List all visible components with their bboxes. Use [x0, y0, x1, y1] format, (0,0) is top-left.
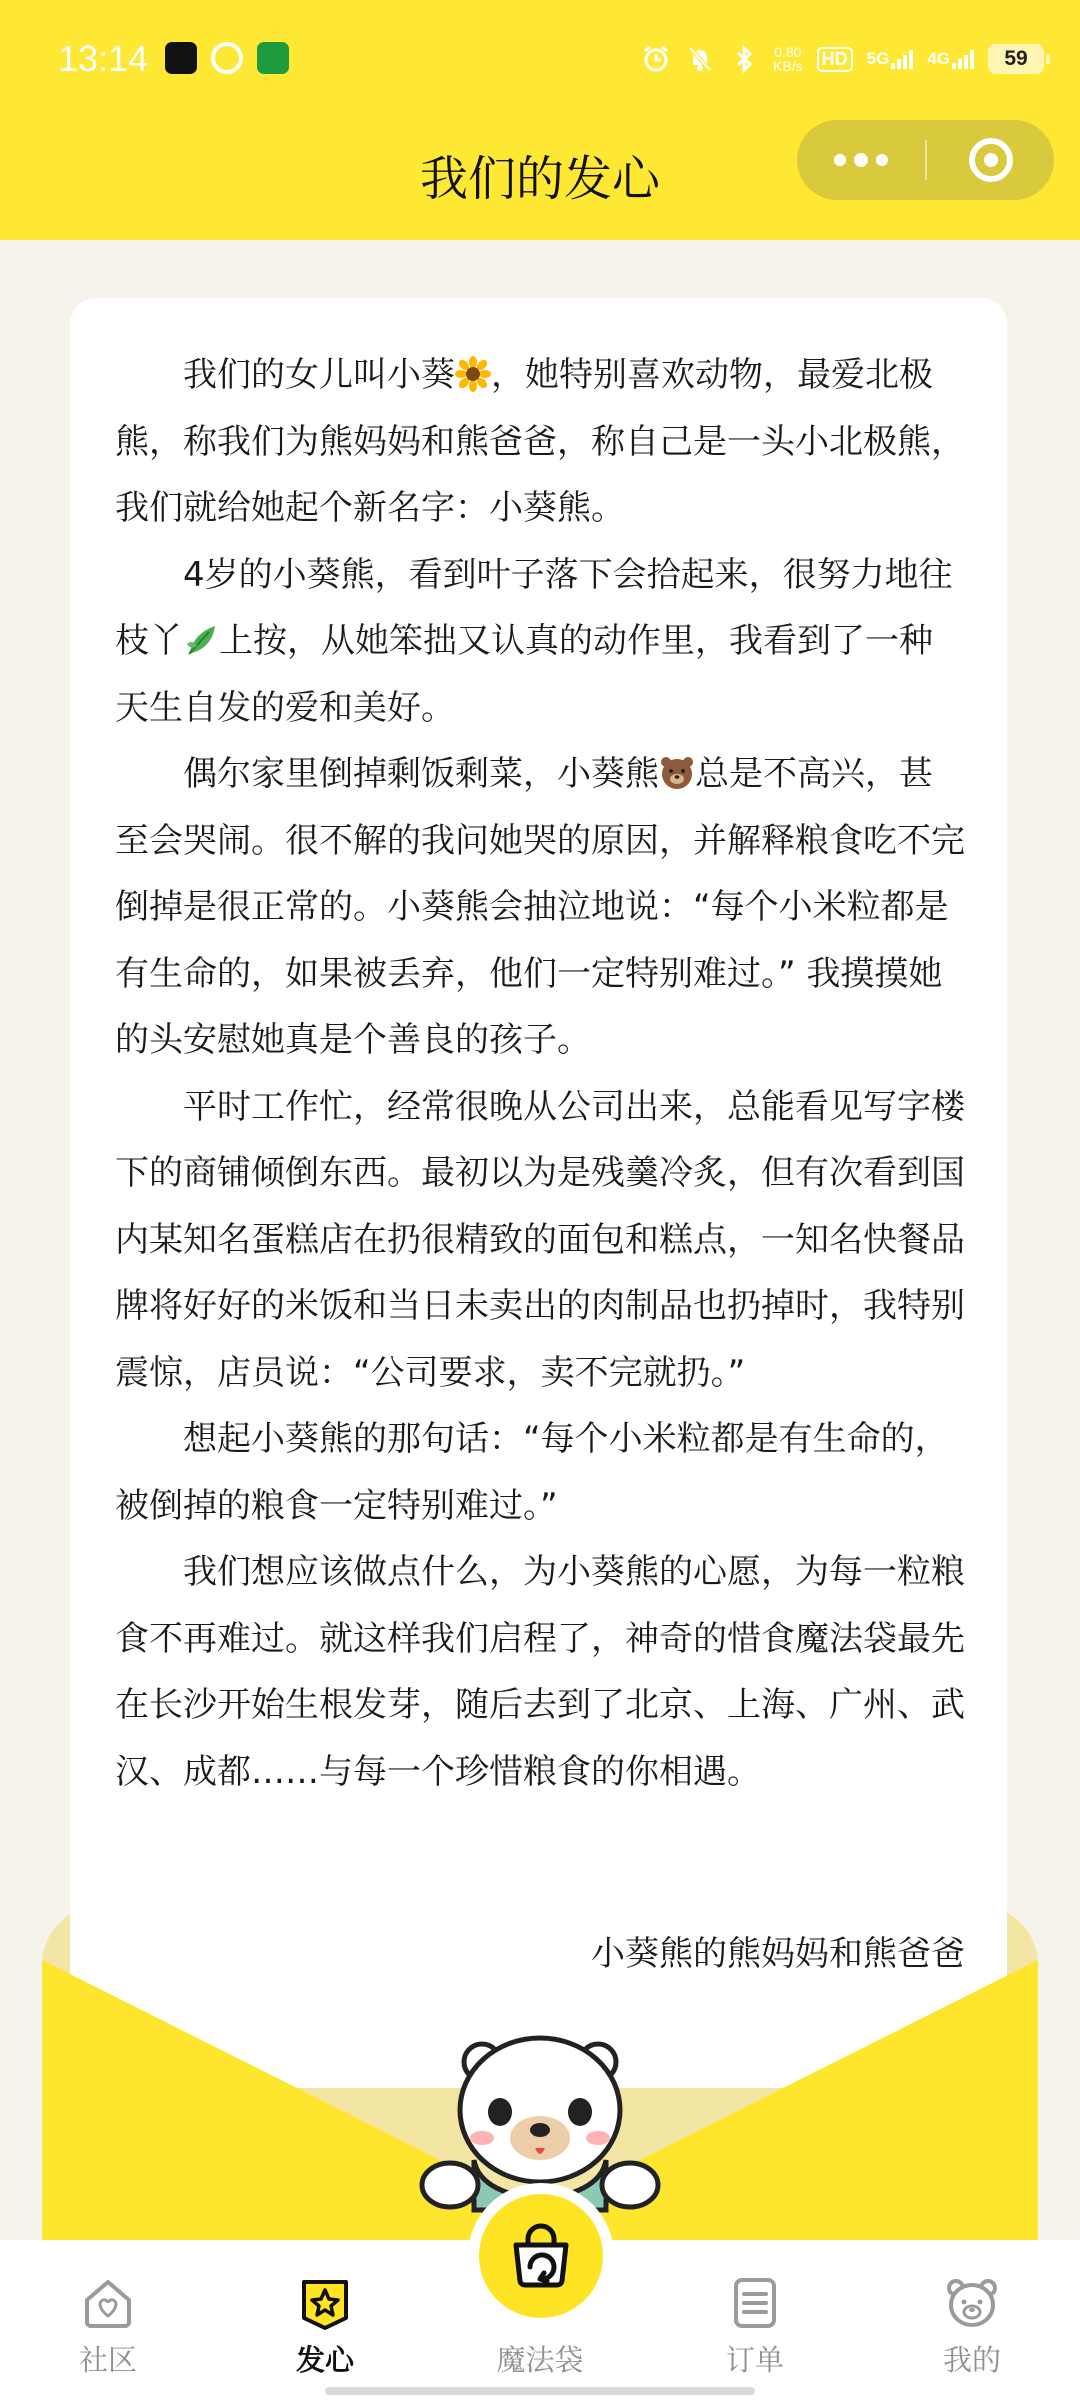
leaf-icon	[183, 622, 219, 658]
signal-bars-icon	[891, 49, 913, 69]
magic-bag-button-fill	[479, 2194, 603, 2318]
notification-app-icon	[211, 42, 243, 74]
tab-orders[interactable]	[680, 2274, 830, 2394]
bear-profile-icon	[943, 2274, 1001, 2332]
signal-sim2	[927, 49, 974, 69]
tab-profile[interactable]	[897, 2274, 1047, 2394]
tab-label: 社区	[78, 2343, 137, 2377]
status-bar	[0, 0, 1080, 120]
target-close-icon	[969, 138, 1013, 182]
network-speed-value: 0.80	[774, 44, 802, 60]
network-speed	[773, 45, 803, 73]
status-icons	[641, 36, 1044, 82]
bluetooth-icon	[729, 44, 759, 74]
close-miniprogram-button[interactable]	[927, 120, 1054, 200]
magic-bag-icon	[506, 2221, 576, 2291]
paragraph-text: 4岁的小葵熊，看到叶子落下会拾起来，很努力地往枝丫	[115, 554, 953, 661]
paragraph-text: 偶尔家里倒掉剩饭剩菜，小葵熊	[183, 754, 659, 794]
tab-label: 发心	[295, 2343, 354, 2377]
network-speed-unit: KB/s	[773, 58, 803, 74]
letter-body	[115, 342, 965, 1805]
letter-signature: 小葵熊的熊妈妈和熊爸爸	[591, 1934, 965, 1974]
alarm-icon	[641, 44, 671, 74]
letter-paragraph: 我们想应该做点什么，为小葵熊的心愿，为每一粒粮食不再难过。就这样我们启程了，神奇的惜食魔法袋最先在长沙开始生根发芽，随后去到了北京、上海、广州、武汉、成都……与每一个珍惜粮食的你相遇。	[115, 1552, 965, 1792]
target-close-dot	[984, 153, 998, 167]
home-indicator[interactable]	[325, 2387, 755, 2395]
paragraph-text: 总是不高兴，甚至会哭闹。很不解的我问她哭的原因，并解释粮食吃不完倒掉是很正常的。小葵熊会抽泣地说：“每个小米粒都是有生命的，如果被丢弃，他们一定特别难过。” 我摸摸她的头安慰她真是个善良的孩子。	[115, 754, 965, 1060]
letter-paragraph: 平时工作忙，经常很晚从公司出来，总能看见写字楼下的商铺倾倒东西。最初以为是残羹冷炙，但有次看到国内某知名蛋糕店在扔很精致的面包和糕点，一知名快餐品牌将好好的米饭和当日未卖出的肉制品也扔掉时，我特别震惊，店员说：“公司要求，卖不完就扔。”	[115, 1086, 965, 1393]
status-time: 13:14	[58, 38, 149, 79]
more-dots-icon	[854, 153, 868, 167]
hd-badge: HD	[817, 47, 853, 72]
miniprogram-capsule	[797, 120, 1054, 200]
tab-mission[interactable]	[250, 2274, 400, 2394]
bear-face-icon	[659, 755, 695, 791]
tab-community[interactable]	[33, 2274, 183, 2394]
letter-card	[70, 298, 1007, 2088]
signal-bars-icon	[952, 49, 974, 69]
tab-label: 订单	[725, 2343, 784, 2377]
sim1-label: 5G	[866, 49, 890, 68]
letter-paragraph: 想起小葵熊的那句话：“每个小米粒都是有生命的，被倒掉的粮食一定特别难过。”	[115, 1419, 949, 1526]
star-badge-icon	[296, 2274, 354, 2332]
signal-sim1	[867, 49, 914, 69]
mute-bell-icon	[685, 44, 715, 74]
nav-header	[0, 120, 1080, 240]
paragraph-text: 上按，从她笨拙又认真的动作里，我看到了一种天生自发的爱和美好。	[115, 621, 933, 728]
paragraph-text: ，她特别喜欢动物，最爱北极熊，称我们为熊妈妈和熊爸爸，称自己是一头小北极熊，我们就给她起个新名字：小葵熊。	[115, 355, 965, 528]
tab-label: 魔法袋	[496, 2343, 584, 2377]
more-options-button[interactable]	[797, 120, 925, 200]
sunflower-icon	[455, 356, 491, 392]
letter-paragraph	[115, 542, 965, 742]
more-dots-icon	[876, 154, 888, 166]
sim2-label: 4G	[927, 49, 950, 68]
more-dots-icon	[834, 154, 846, 166]
letter-paragraph	[115, 342, 965, 542]
magic-bag-button[interactable]	[468, 2183, 614, 2329]
letter-paragraph	[115, 741, 965, 1074]
heart-house-icon	[79, 2274, 137, 2332]
order-list-icon	[726, 2274, 784, 2332]
page-title: 我们的发心	[419, 151, 660, 207]
tab-label: 我的	[942, 2343, 1001, 2377]
battery-indicator: 59	[988, 44, 1044, 74]
notification-app-icon	[165, 42, 197, 74]
paragraph-text: 我们的女儿叫小葵	[183, 355, 455, 395]
notification-app-icon	[257, 42, 289, 74]
